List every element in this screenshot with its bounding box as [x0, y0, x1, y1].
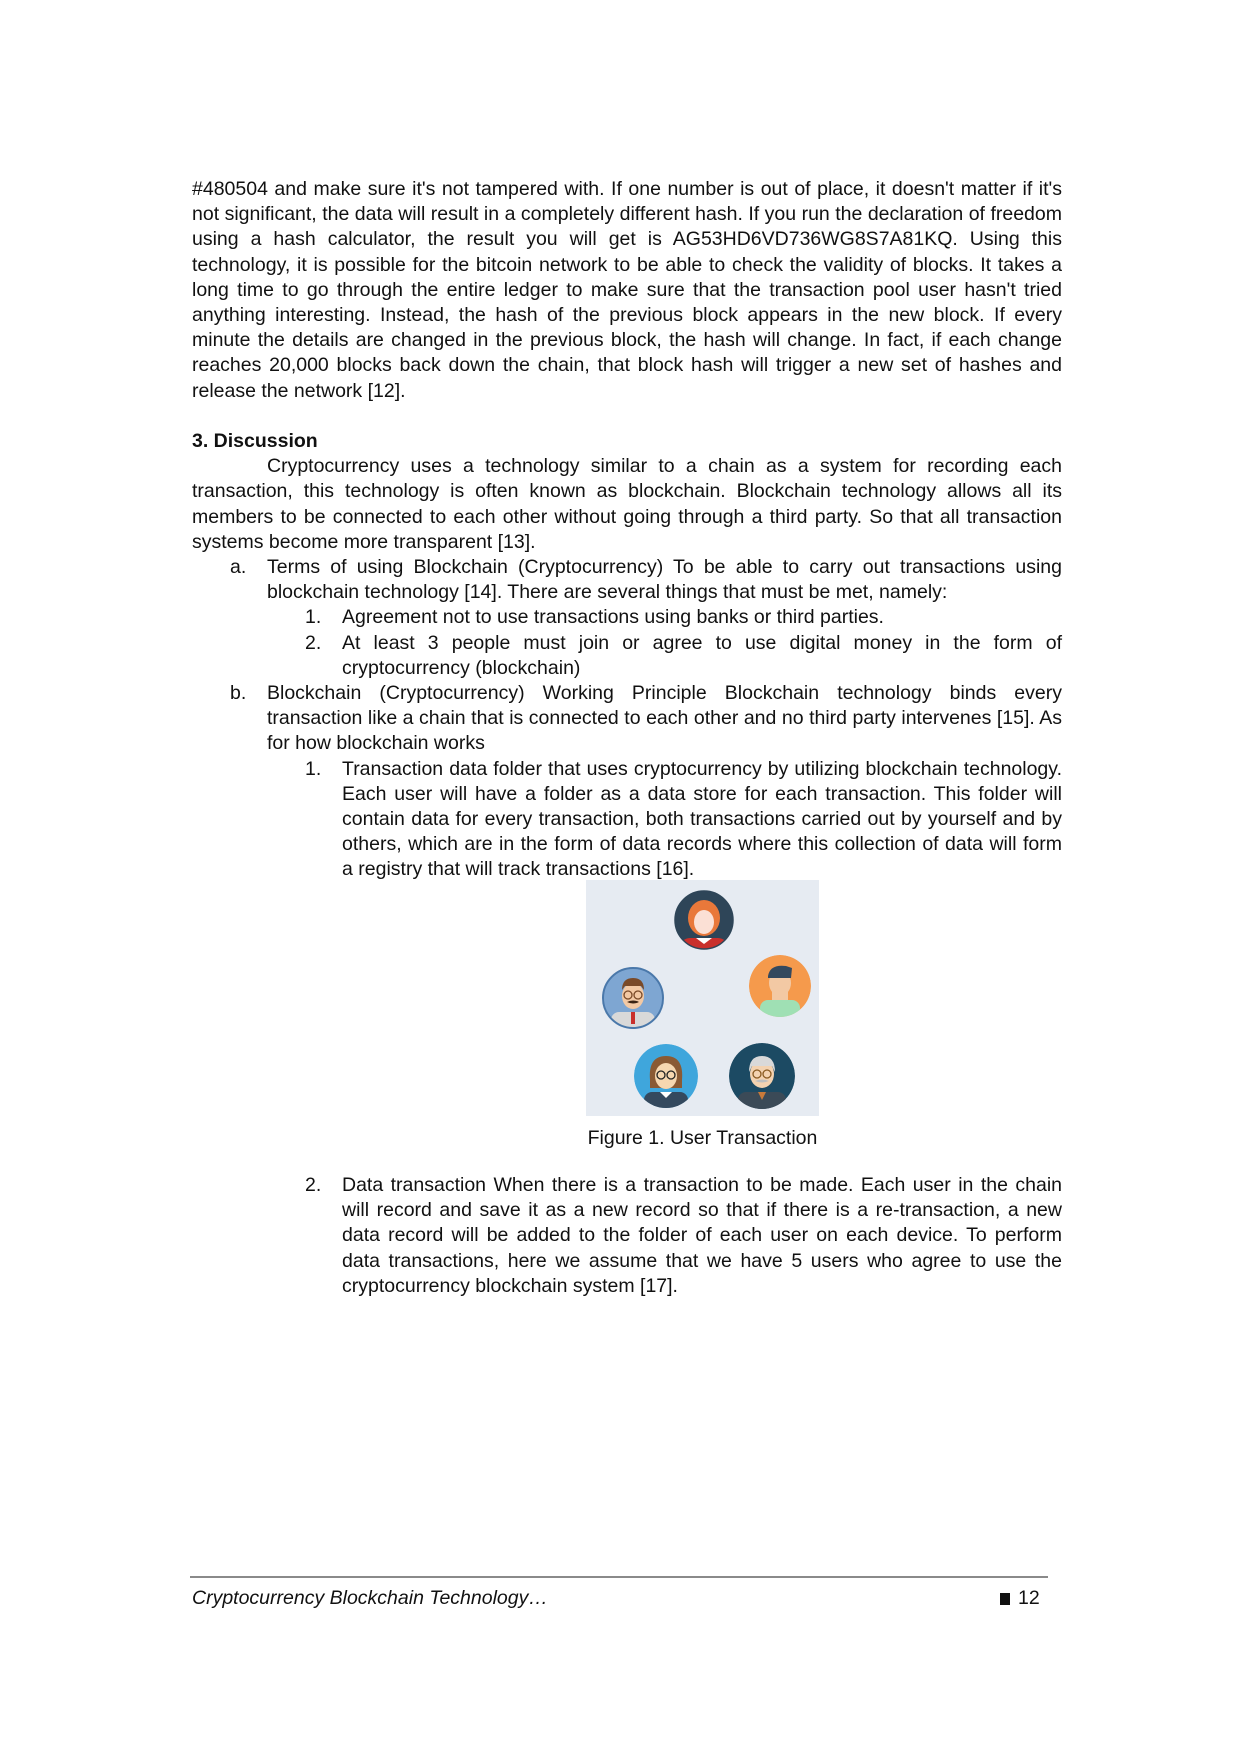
page-number: 12: [1018, 1587, 1040, 1609]
footer-running-title: Cryptocurrency Blockchain Technology…: [192, 1587, 548, 1609]
list-subitem-b2: [305, 1173, 1062, 1299]
avatar-woman-glasses-icon: [634, 1044, 698, 1114]
list-item-text: At least 3 people must join or agree to use digital money in the form of cryptocurrency (blockchain): [342, 631, 1062, 679]
footer-page-number: [1000, 1587, 1040, 1610]
list-item-text: Terms of using Blockchain (Cryptocurrency) To be able to carry out transactions using blockchain technology [14]. There are several things that must be met, namely:: [267, 556, 1062, 604]
list-marker: 2.: [305, 1174, 322, 1196]
list-item-b: [230, 681, 1062, 757]
list-marker: 1.: [305, 606, 322, 629]
section-intro: Cryptocurrency uses a technology similar to a chain as a system for recording each transaction, this technology is often known as blockchain. Blockchain technology allows all its members to be connected to each other without going through a third party. So that all transaction systems become more transparent [13].: [192, 455, 1062, 553]
paragraph-text: #480504 and make sure it's not tampered with. If one number is out of place, it doesn't matter if it's not significant, the data will result in a completely different hash. If you run the declaration of freedom using a hash calculator, the result you will get is AG53HD6VD736WG8S7A81KQ. Using this technology, it is possible for the bitcoin network to be able to check the validity of blocks. It takes a long time to go through the entire ledger to make sure that the transaction pool user hasn't tried anything interesting. Instead, the hash of the previous block appears in the new block. If every minute the details are changed in the previous block, the hash will change. In fact, if each change reaches 20,000 blocks back down the chain, that block hash will trigger a new set of hashes and release the network [12].: [192, 178, 1062, 402]
list-marker: a.: [230, 556, 247, 579]
list-item-text: Transaction data folder that uses cryptocurrency by utilizing blockchain technology. Each user will have a folder as a data store for each transaction. This folder will contain data for every transaction, both transactions carried out by yourself and by others, which are in the form of data records where this collection of data will form a registry that will track transactions [16].: [342, 757, 1062, 881]
list-item-a: [230, 555, 1062, 605]
list-item-text: Blockchain (Cryptocurrency) Working Principle Blockchain technology binds every transaction like a chain that is connected to each other and no third party intervenes [15]. As for how blockchain works: [267, 682, 1062, 755]
list-marker: 2.: [305, 631, 322, 654]
discussion-section-continued: [192, 1173, 1062, 1299]
avatar-old-man-glasses-icon: [729, 1043, 795, 1116]
avatar-man-green-shirt-icon: [749, 955, 811, 1024]
list-subitem-a1: [305, 605, 1062, 630]
section-heading: 3. Discussion: [192, 430, 318, 452]
list-subitem-a2: [305, 631, 1062, 681]
list-item-text: Agreement not to use transactions using banks or third parties.: [342, 606, 884, 629]
list-marker: b.: [230, 682, 247, 705]
figure-user-transaction: [586, 880, 819, 1116]
list-marker: 1.: [305, 757, 322, 780]
discussion-section: [192, 429, 1062, 883]
footer-divider: [190, 1576, 1048, 1578]
body-paragraph-top: [192, 177, 1062, 404]
avatars-illustration: [586, 880, 819, 1116]
avatar-woman-red-hair-icon: [675, 891, 733, 958]
list-item-text: Data transaction When there is a transaction to be made. Each user in the chain will record and save it as a new record so that if there is a re-transaction, a new data record will be added to the folder of each user on each device. To perform data transactions, here we assume that we have 5 users who agree to use the cryptocurrency blockchain system [17].: [342, 1174, 1062, 1297]
figure-caption: [586, 1126, 819, 1151]
figure-caption-text: Figure 1. User Transaction: [587, 1127, 818, 1149]
square-bullet-icon: [1000, 1593, 1010, 1605]
list-subitem-b1: [305, 757, 1062, 883]
